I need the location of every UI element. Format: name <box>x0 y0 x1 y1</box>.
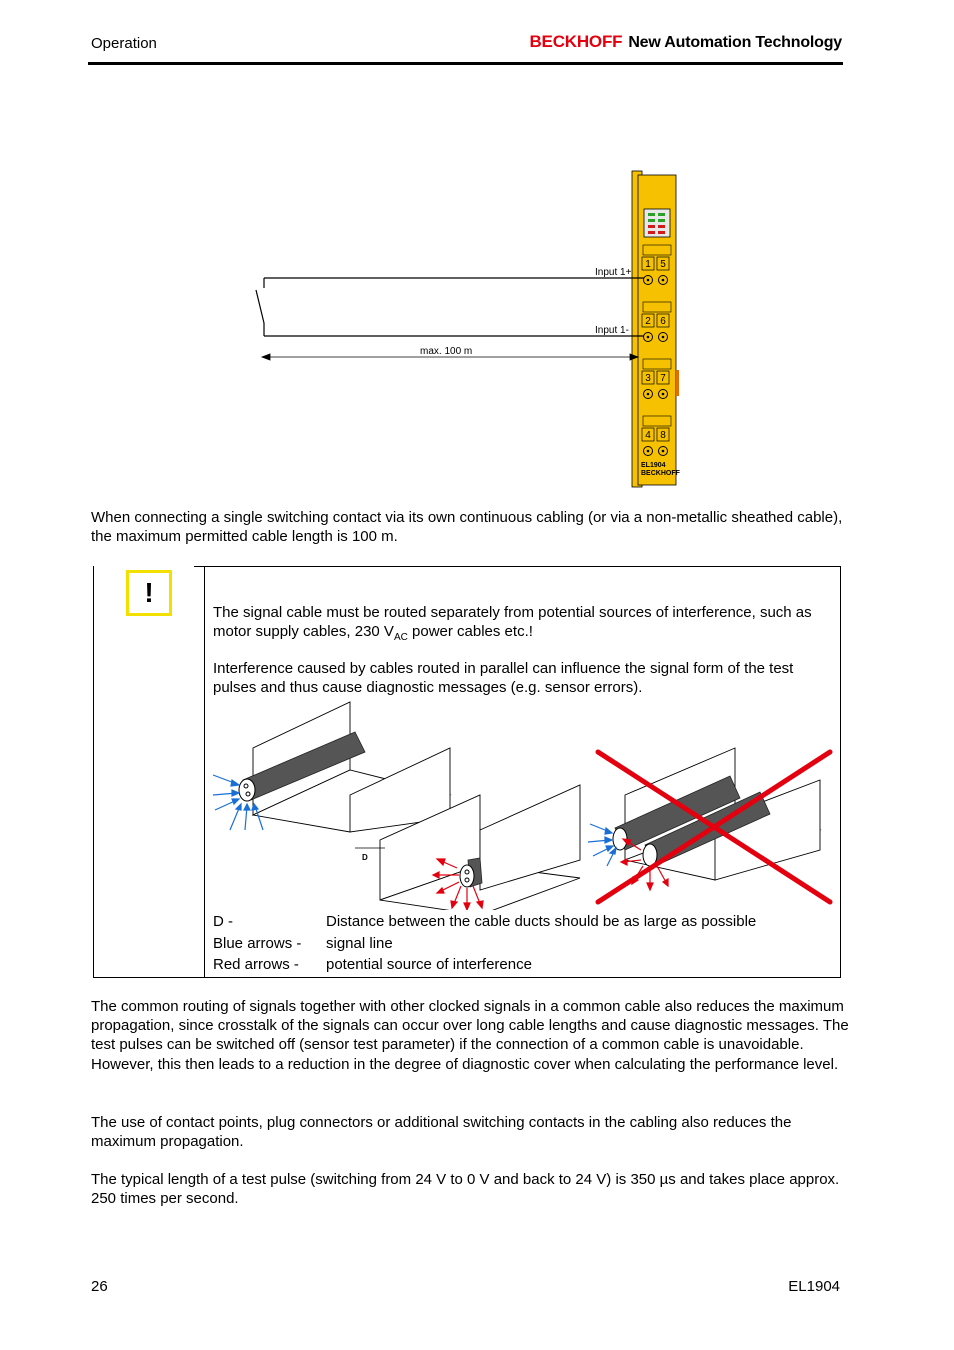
header-rule <box>88 62 843 65</box>
paragraph-common-routing: The common routing of signals together with other clocked signals in a common cable also reduces the maximum propagation, since crosstalk of the signals can occur over long cable lengths and cause diagnostic messages. The test pulses can be switched off (sensor test parameter) if the connection of a common cable is unavoidable. However, this then leads to a reduction in the degree of diagnostic cover when calculating the performance level. <box>91 998 849 1073</box>
brand-name: BECKHOFF <box>529 32 623 51</box>
header-section-title: Operation <box>91 35 157 52</box>
legend-value-d: Distance between the cable ducts should be as large as possible <box>326 913 757 930</box>
terminal-number: 6 <box>660 316 666 327</box>
paragraph-cable-length: When connecting a single switching contact via its own continuous cabling (or via a non-metallic sheathed cable), the maximum permitted cable length is 100 m. <box>91 509 843 546</box>
terminal-model: EL1904 <box>641 462 666 469</box>
note-label-gap <box>94 565 194 568</box>
cable-duct-diagram <box>205 700 837 910</box>
terminal-number: 2 <box>645 316 651 327</box>
label-distance-d: D <box>362 853 368 862</box>
terminal-number: 4 <box>645 430 651 441</box>
footer-product: EL1904 <box>788 1278 840 1295</box>
terminal-number: 3 <box>645 373 651 384</box>
terminal-number: 7 <box>660 373 666 384</box>
wiring-diagram <box>240 165 700 495</box>
terminal-number: 5 <box>660 259 666 270</box>
label-input1-minus: Input 1- <box>595 325 629 336</box>
terminal-brand: BECKHOFF <box>641 470 680 477</box>
terminal-number: 1 <box>645 259 651 270</box>
label-input1-plus: Input 1+ <box>595 267 632 278</box>
note-text-routing: The signal cable must be routed separately from potential sources of interference, such as motor supply cables, 230 $V_{AC}$ power cables etc.! <box>213 604 812 644</box>
brand-logo <box>529 32 842 52</box>
page-number: 26 <box>91 1278 108 1295</box>
legend-value-blue: signal line <box>326 935 393 952</box>
terminal-number: 8 <box>660 430 666 441</box>
legend-value-red: potential source of interference <box>326 956 532 973</box>
legend-key-red: Red arrows - <box>213 956 299 973</box>
legend-key-d: D - <box>213 913 233 930</box>
note-text-interference: Interference caused by cables routed in parallel can influence the signal form of the test pulses and thus cause diagnostic messages (e.g. sensor errors). <box>213 660 794 697</box>
brand-tagline: New Automation Technology <box>628 34 842 51</box>
label-max-distance: max. 100 m <box>420 346 473 357</box>
warning-icon: ! <box>126 570 172 616</box>
paragraph-contact-points: The use of contact points, plug connectors or additional switching contacts in the cabling also reduces the maximum propagation. <box>91 1114 792 1151</box>
legend-key-blue: Blue arrows - <box>213 935 302 952</box>
paragraph-test-pulse: The typical length of a test pulse (switching from 24 V to 0 V and back to 24 V) is 350 µs and takes place approx. 250 times per second. <box>91 1171 840 1208</box>
